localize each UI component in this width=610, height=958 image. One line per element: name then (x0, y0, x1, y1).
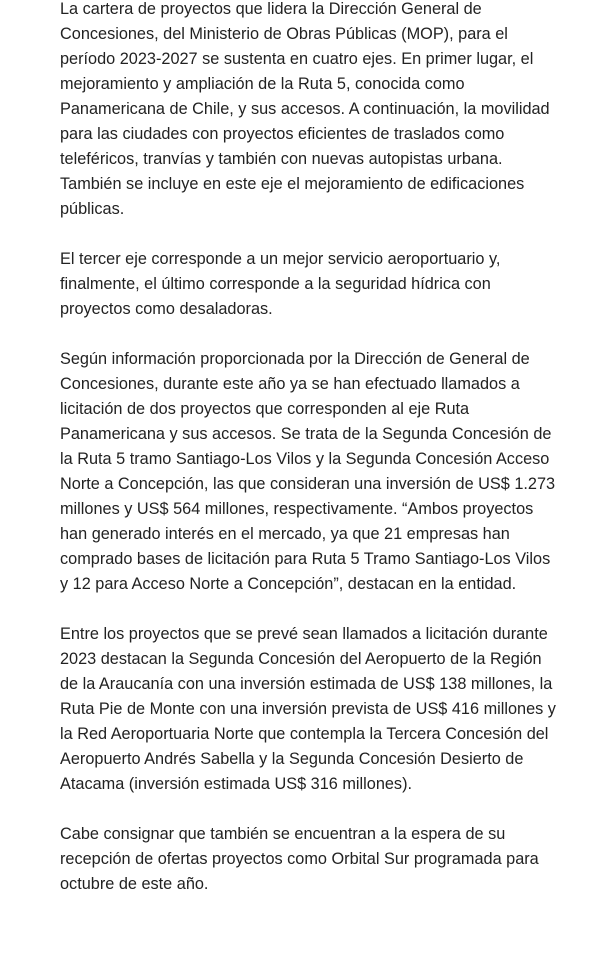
paragraph-orbital-sur: Cabe consignar que también se encuentran a la espera de su recepción de ofertas proyectos como Orbital Sur programada para octubre de este año. (60, 825, 539, 893)
article-body (60, 0, 560, 897)
paragraph-proyectos-2023: Entre los proyectos que se prevé sean llamados a licitación durante 2023 destacan la Segunda Concesión del Aeropuerto de la Región de la Araucanía con una inversión estimada de US$ 138 millones, la Ruta Pie de Monte con una inversión prevista de US$ 416 millones y la Red Aeroportuaria Norte que contempla la Tercera Concesión del Aeropuerto Andrés Sabella y la Segunda Concesión Desierto de Atacama (inversión estimada US$ 316 millones). (60, 625, 556, 793)
paragraph-tercer-eje: El tercer eje corresponde a un mejor servicio aeroportuario y, finalmente, el último corresponde a la seguridad hídrica con proyectos como desaladoras. (60, 250, 501, 318)
paragraph-licitaciones: Según información proporcionada por la Dirección de General de Concesiones, durante este año ya se han efectuado llamados a licitación de dos proyectos que corresponden al eje Ruta Panamericana y sus accesos. Se trata de la Segunda Concesión de la Ruta 5 tramo Santiago-Los Vilos y la Segunda Concesión Acceso Norte a Concepción, las que consideran una inversión de US$ 1.273 millones y US$ 564 millones, respectivamente. “Ambos proyectos han generado interés en el mercado, ya que 21 empresas han comprado bases de licitación para Ruta 5 Tramo Santiago-Los Vilos y 12 para Acceso Norte a Concepción”, destacan en la entidad. (60, 350, 556, 593)
paragraph-ejes: La cartera de proyectos que lidera la Dirección General de Concesiones, del Ministerio de Obras Públicas (MOP), para el período 2023-2027 se sustenta en cuatro ejes. En primer lugar, el mejoramiento y ampliación de la Ruta 5, conocida como Panamericana de Chile, y sus accesos. A continuación, la movilidad para las ciudades con proyectos eficientes de traslados como teleféricos, tranvías y también con nuevas autopistas urbana. También se incluye en este eje el mejoramiento de edificaciones públicas. (60, 0, 550, 218)
